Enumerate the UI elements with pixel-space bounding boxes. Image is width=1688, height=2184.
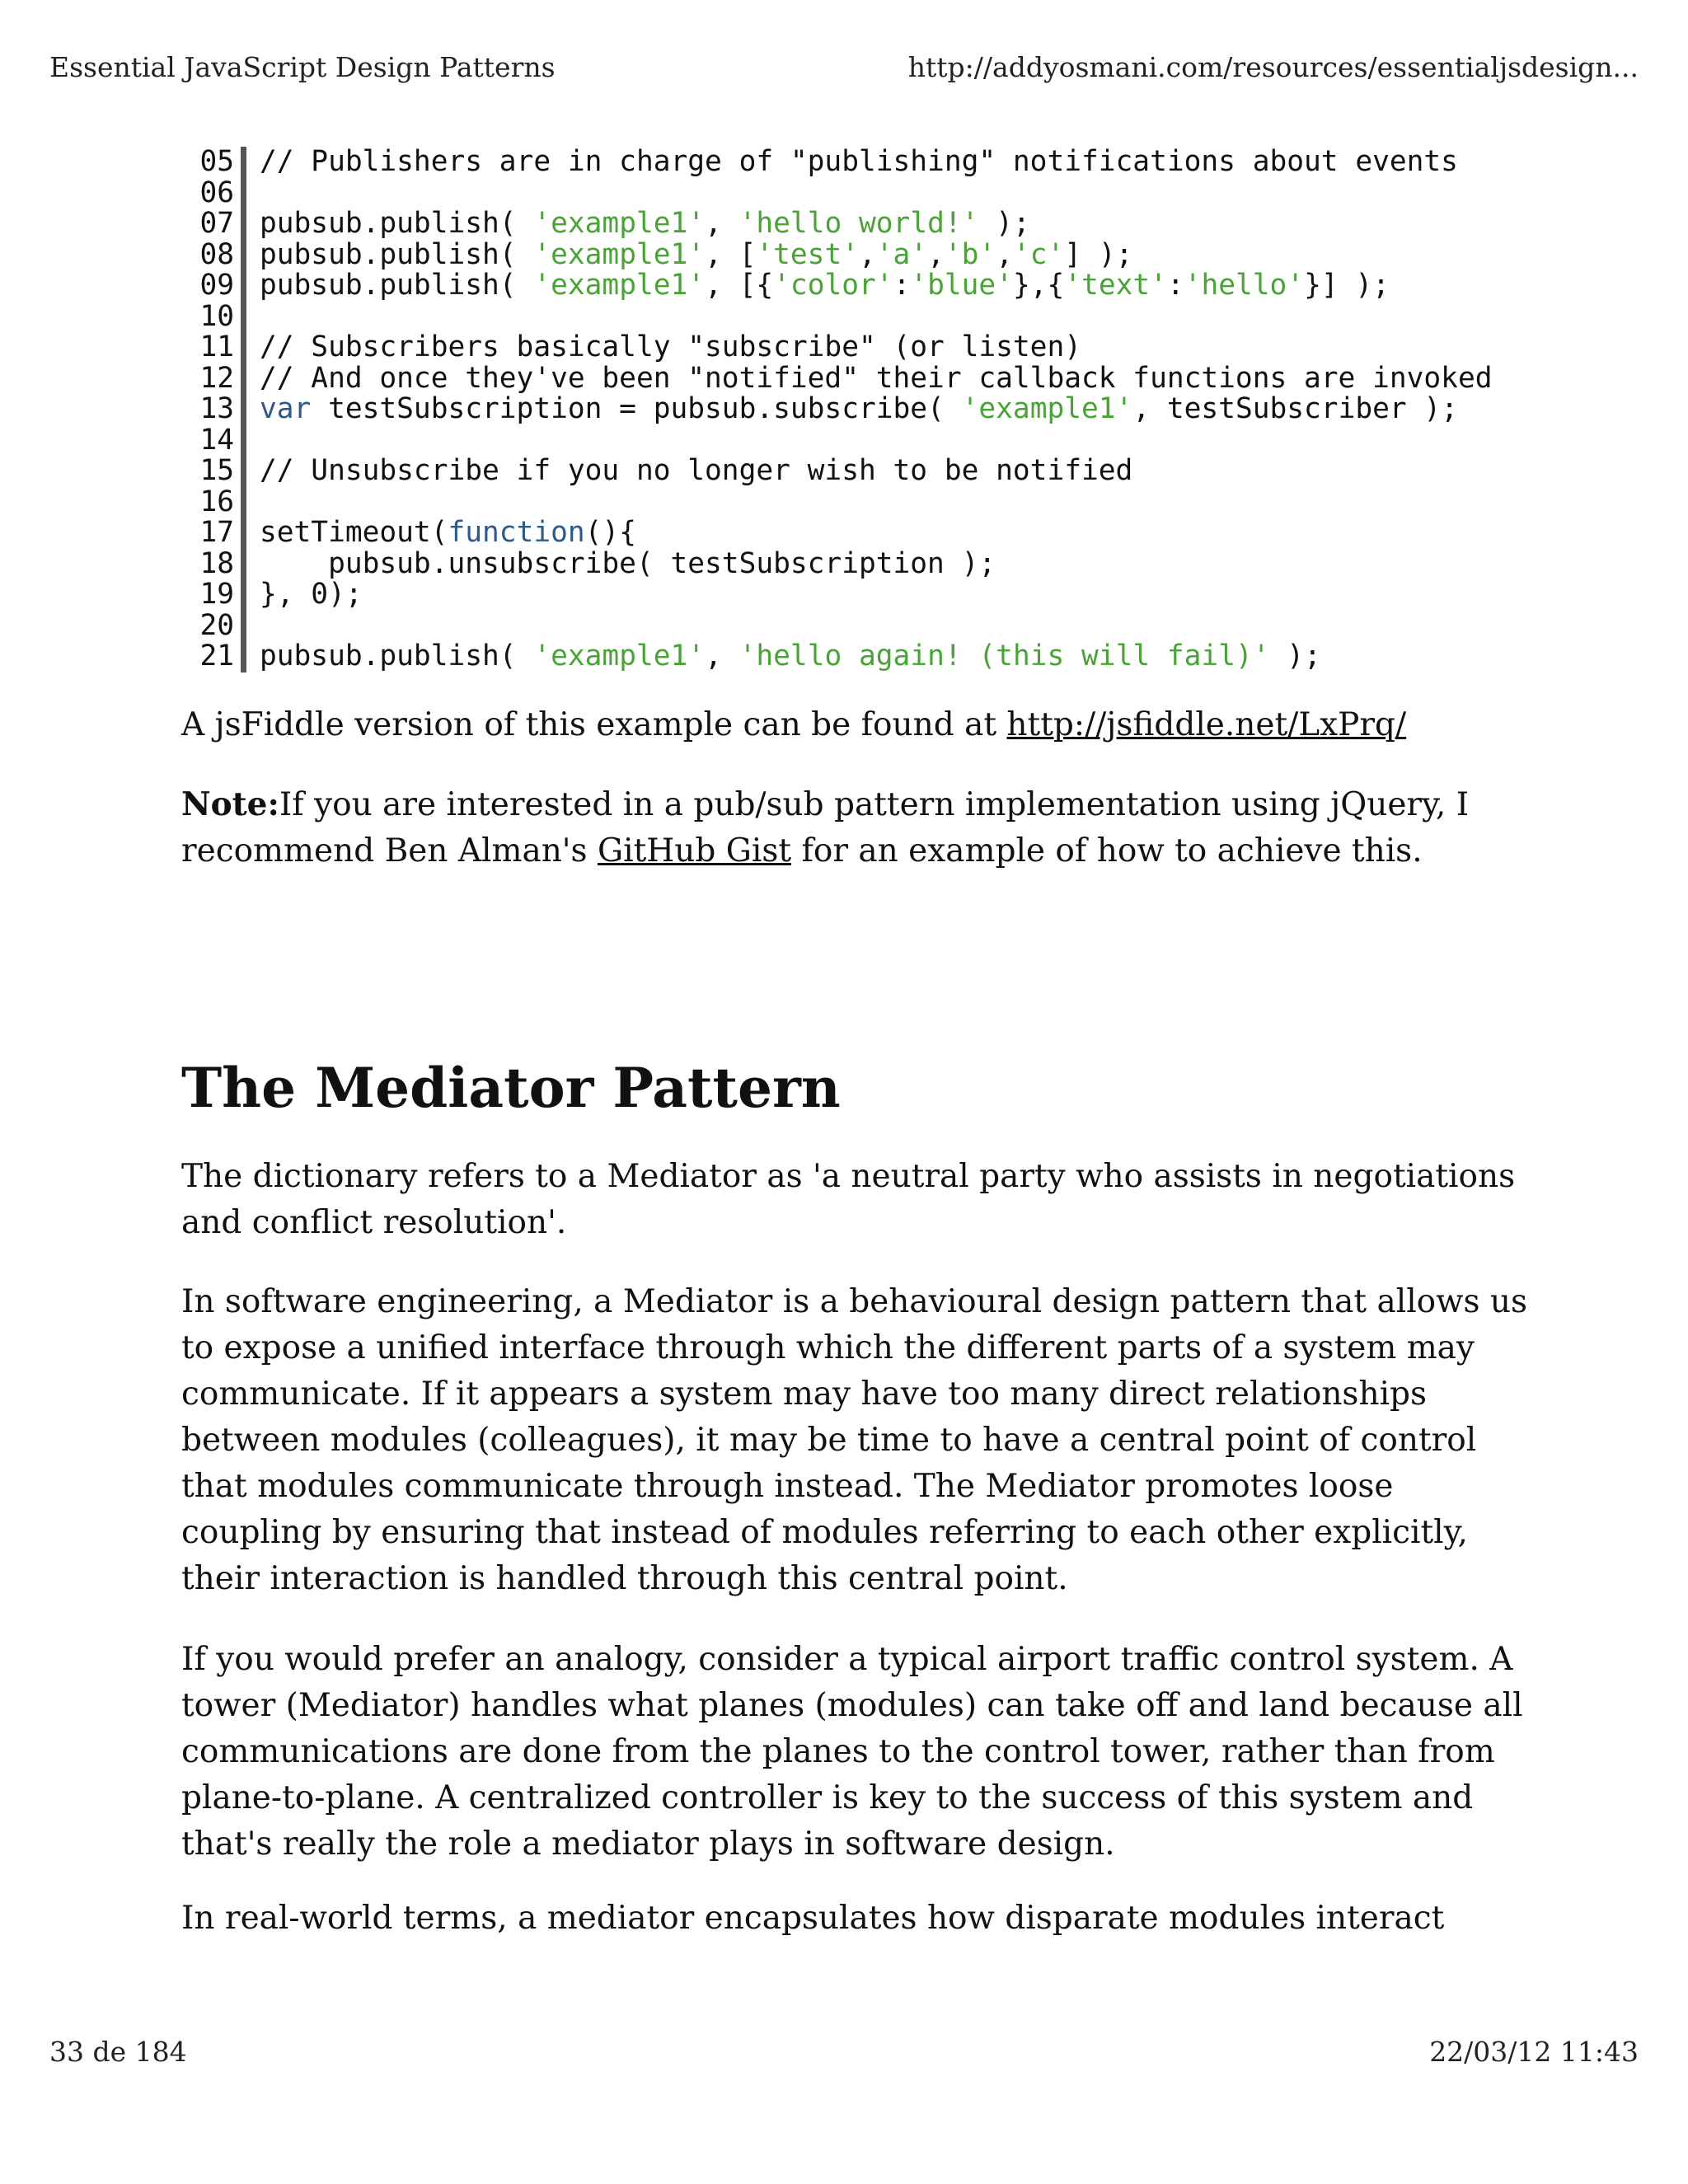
code-line: [190, 363, 1541, 395]
keyword: function: [448, 516, 585, 549]
code-token: (){: [584, 516, 636, 549]
code-token: ] );: [1064, 237, 1133, 271]
line-number: 05: [190, 147, 246, 178]
code-token: // Unsubscribe if you no longer wish to be notified: [260, 454, 1133, 487]
code-token: },{: [1012, 269, 1065, 302]
note-label: Note:: [181, 785, 279, 823]
line-number: 08: [190, 240, 246, 271]
code-token: :: [1166, 269, 1184, 302]
string-literal: 'hello again! (this will fail)': [738, 640, 1270, 673]
code-text: [246, 178, 260, 209]
document-title: Essential JavaScript Design Patterns: [49, 51, 556, 83]
code-text: [246, 363, 1493, 395]
code-line: [190, 425, 1541, 457]
code-line: [190, 608, 1541, 642]
code-token: );: [1269, 640, 1321, 673]
note-paragraph: [181, 781, 1533, 874]
code-text: [246, 641, 1321, 673]
code-token: pubsub.publish(: [260, 640, 534, 673]
code-token: // Subscribers basically "subscribe" (or listen): [260, 330, 1081, 363]
code-token: pubsub.publish(: [260, 237, 534, 271]
document-url: http://addyosmani.com/resources/essentialjsdesign...: [907, 51, 1639, 83]
code-text: [246, 611, 260, 642]
paragraph-real-world: [181, 1896, 1533, 1942]
code-token: , [{: [705, 269, 774, 302]
string-literal: 'example1': [533, 269, 706, 302]
line-number: 11: [190, 332, 246, 363]
string-literal: 'hello world!': [738, 207, 979, 240]
line-number: 21: [190, 641, 246, 673]
code-text: [246, 270, 1390, 302]
code-line: [190, 209, 1541, 240]
print-datetime: 22/03/12 11:43: [1429, 2036, 1639, 2068]
code-line: [190, 518, 1541, 549]
line-number: 13: [190, 394, 246, 425]
code-line: [190, 332, 1541, 363]
line-number: 06: [190, 178, 246, 209]
code-text: [246, 394, 1458, 425]
code-line: [190, 147, 1541, 178]
line-number: 07: [190, 209, 246, 240]
string-literal: 'color': [773, 269, 893, 302]
line-number: 10: [190, 302, 246, 333]
code-token: testSubscription = pubsub.subscribe(: [311, 392, 962, 425]
code-line: [190, 178, 1541, 209]
code-token: ,: [705, 207, 739, 240]
code-text: [246, 518, 636, 549]
paragraph-text: If you would prefer an analogy, consider a typical airport traffic control system. A tower (Mediator) handles what planes (modules) can take off and land because all communications are done from the planes to the control tower, rather than from plane-to-plane. A centralized controller is key to the success of this system and that's really the role a mediator plays in software design.: [181, 1641, 1523, 1863]
code-token: :: [893, 269, 911, 302]
fiddle-paragraph: [181, 702, 1533, 748]
line-number: 09: [190, 270, 246, 302]
code-line: [190, 487, 1541, 518]
code-token: ,: [996, 237, 1013, 271]
string-literal: 'example1': [533, 640, 706, 673]
code-text: [246, 456, 1132, 487]
code-text: [246, 487, 260, 518]
code-line: [190, 641, 1541, 673]
string-literal: 'example1': [533, 207, 706, 240]
line-number: 19: [190, 579, 246, 611]
line-number: 14: [190, 425, 246, 457]
paragraph-software-engineering: [181, 1279, 1533, 1602]
string-literal: 'example1': [961, 392, 1133, 425]
page-header: [49, 51, 1639, 87]
code-text: [246, 332, 1081, 363]
line-number: 15: [190, 456, 246, 487]
code-token: pubsub.publish(: [260, 207, 534, 240]
code-line: [190, 456, 1541, 487]
code-line: [190, 394, 1541, 425]
code-line: [190, 270, 1541, 302]
github-gist-link[interactable]: GitHub Gist: [597, 832, 792, 869]
paragraph-dictionary: [181, 1154, 1533, 1246]
line-number: 12: [190, 363, 246, 395]
code-token: // Publishers are in charge of "publishing" notifications about events: [260, 145, 1458, 178]
string-literal: 'text': [1064, 269, 1167, 302]
code-line: [190, 299, 1541, 333]
code-block: [190, 147, 1541, 673]
section-title: The Mediator Pattern: [181, 1056, 841, 1120]
page-number: 33 de 184: [49, 2036, 187, 2068]
page-footer: [49, 2036, 1639, 2072]
code-token: setTimeout(: [260, 516, 448, 549]
line-number: 20: [190, 611, 246, 642]
code-line: [190, 546, 1541, 580]
keyword: var: [260, 392, 312, 425]
note-text-after: for an example of how to achieve this.: [791, 832, 1423, 869]
string-literal: 'blue': [910, 269, 1013, 302]
code-token: , [: [705, 237, 757, 271]
string-literal: 'test': [756, 237, 859, 271]
code-token: , testSubscriber );: [1132, 392, 1458, 425]
code-text: [246, 579, 363, 611]
line-number: 17: [190, 518, 246, 549]
code-text: [246, 209, 1030, 240]
fiddle-text: A jsFiddle version of this example can be found at: [181, 706, 1007, 743]
paragraph-analogy: [181, 1637, 1533, 1868]
code-token: pubsub.unsubscribe( testSubscription );: [260, 546, 996, 580]
code-token: }, 0);: [260, 578, 363, 611]
code-token: ,: [859, 237, 876, 271]
string-literal: 'b': [944, 237, 996, 271]
string-literal: 'c': [1012, 237, 1065, 271]
jsfiddle-link[interactable]: http://jsfiddle.net/LxPrq/: [1006, 706, 1407, 743]
code-text: [246, 546, 996, 580]
code-token: ,: [705, 640, 739, 673]
code-text: [246, 302, 260, 333]
code-line: [190, 237, 1541, 271]
code-text: [246, 147, 1458, 178]
string-literal: 'a': [875, 237, 928, 271]
paragraph-text: The dictionary refers to a Mediator as 'a neutral party who assists in negotiations and conflict resolution'.: [181, 1158, 1516, 1241]
line-number: 16: [190, 487, 246, 518]
code-text: [246, 425, 260, 457]
code-token: pubsub.publish(: [260, 269, 534, 302]
paragraph-text: In software engineering, a Mediator is a behavioural design pattern that allows us to expose a unified interface through which the different parts of a system may communicate. If it appears a system may have too many direct relationships between modules (colleagues), it may be time to have a central point of control that modules communicate through instead. The Mediator promotes loose coupling by ensuring that instead of modules referring to each other explicitly, their interaction is handled through this central point.: [181, 1283, 1528, 1597]
line-number: 18: [190, 549, 246, 580]
string-literal: 'hello': [1184, 269, 1305, 302]
code-token: );: [978, 207, 1030, 240]
string-literal: 'example1': [533, 237, 706, 271]
code-token: ,: [927, 237, 945, 271]
code-text: [246, 237, 1133, 271]
code-token: }] );: [1304, 269, 1390, 302]
paragraph-text: In real-world terms, a mediator encapsulates how disparate modules interact: [181, 1900, 1445, 1937]
code-line: [190, 579, 1541, 611]
note-text-before: If you are interested in a pub/sub pattern implementation using jQuery, I recommend Ben Alman's: [181, 786, 1470, 869]
code-token: // And once they've been "notified" their callback functions are invoked: [260, 361, 1493, 395]
